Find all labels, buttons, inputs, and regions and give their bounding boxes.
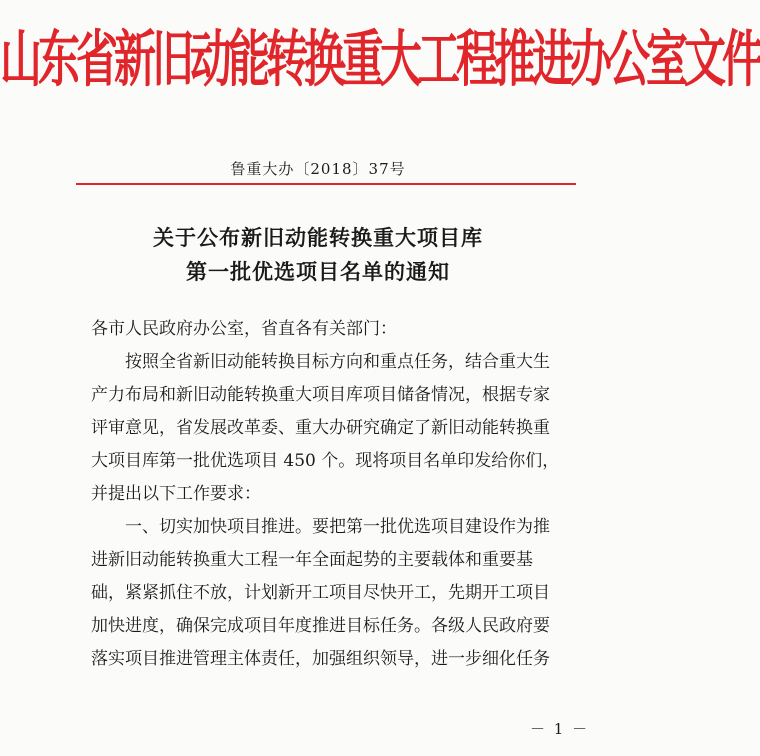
- paragraph-line: 并提出以下工作要求：: [91, 484, 261, 504]
- paragraph-line: 础，紧紧抓住不放，计划新开工项目尽快开工，先期开工项目: [91, 583, 550, 603]
- paragraph-line: 按照全省新旧动能转换目标方向和重点任务，结合重大生: [91, 352, 550, 372]
- paragraph-line: 加快进度，确保完成项目年度推进目标任务。各级人民政府要: [91, 616, 550, 636]
- document-number: 鲁重大办〔2018〕37号: [230, 160, 406, 178]
- issuer-header: 山东省新旧动能转换重大工程推进办公室文件: [0, 23, 760, 95]
- paragraph-line: 落实项目推进管理主体责任，加强组织领导，进一步细化任务: [91, 649, 550, 669]
- paragraph-2: [91, 511, 579, 676]
- red-divider: [76, 183, 576, 185]
- paragraph-line: 大项目库第一批优选项目 450 个。现将项目名单印发给你们，: [91, 451, 560, 471]
- paragraph-line: 产力布局和新旧动能转换重大项目库项目储备情况，根据专家: [91, 385, 550, 405]
- page-number: － 1 －: [530, 720, 590, 738]
- paragraph-line: 一、切实加快项目推进。要把第一批优选项目建设作为推: [91, 517, 550, 537]
- paragraph-line: 进新旧动能转换重大工程一年全面起势的主要载体和重要基: [91, 550, 533, 570]
- salutation: 各市人民政府办公室，省直各有关部门：: [91, 319, 397, 339]
- notice-title-line-1: 关于公布新旧动能转换重大项目库: [153, 226, 483, 250]
- paragraph-1: [91, 346, 579, 511]
- paragraph-line: 评审意见，省发展改革委、重大办研究确定了新旧动能转换重: [91, 418, 550, 438]
- notice-title-line-2: 第一批优选项目名单的通知: [186, 260, 450, 284]
